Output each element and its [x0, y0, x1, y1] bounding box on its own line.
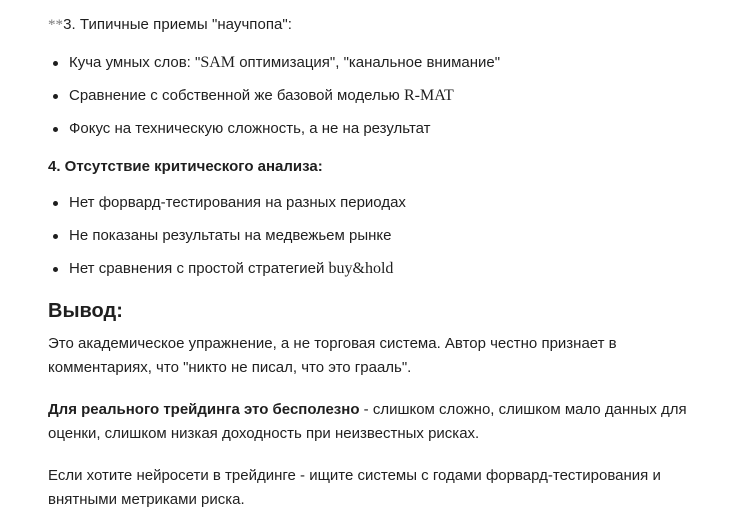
bullet-icon — [53, 127, 58, 132]
list-item: Нет сравнения с простой стратегией buy&hold — [48, 258, 718, 280]
bullet-icon — [53, 267, 58, 272]
conclusion-paragraph-3: Если хотите нейросети в трейдинге - ищите системы с годами форвард-тестирования и внятными метриками риска. — [48, 467, 661, 508]
conclusion-paragraph-2: Для реального трейдинга это бесполезно - слишком сложно, слишком мало данных для оценки, слишком низкая доходность при неизвестных рисках. — [48, 401, 687, 442]
markdown-prefix: ** — [48, 17, 64, 33]
section3-heading — [48, 14, 292, 36]
list-item: Сравнение с собственной же базовой моделью R-MAT — [48, 85, 718, 107]
bullet-icon — [53, 201, 58, 206]
bullet-icon — [53, 234, 58, 239]
list-item: Куча умных слов: "SAM оптимизация", "канальное внимание" — [48, 52, 718, 74]
bullet-icon — [53, 94, 58, 99]
section4-heading: 4. Отсутствие критического анализа: — [48, 158, 323, 175]
section3-title: 3. Типичные приемы "научпопа": — [63, 16, 293, 33]
conclusion-heading: Вывод: — [48, 300, 123, 322]
list-item: Не показаны результаты на медвежьем рынке — [48, 225, 718, 247]
bullet-icon — [53, 61, 58, 66]
list-item: Нет форвард-тестирования на разных периодах — [48, 192, 718, 214]
emphasis-text: Для реального трейдинга это бесполезно — [48, 401, 360, 418]
conclusion-paragraph-1: Это академическое упражнение, а не торговая система. Автор честно признает в комментариях, что "никто не писал, что это грааль". — [48, 335, 617, 376]
list-item: Фокус на техническую сложность, а не на результат — [48, 118, 718, 140]
section4-list — [48, 192, 718, 280]
section3-list — [48, 52, 718, 140]
